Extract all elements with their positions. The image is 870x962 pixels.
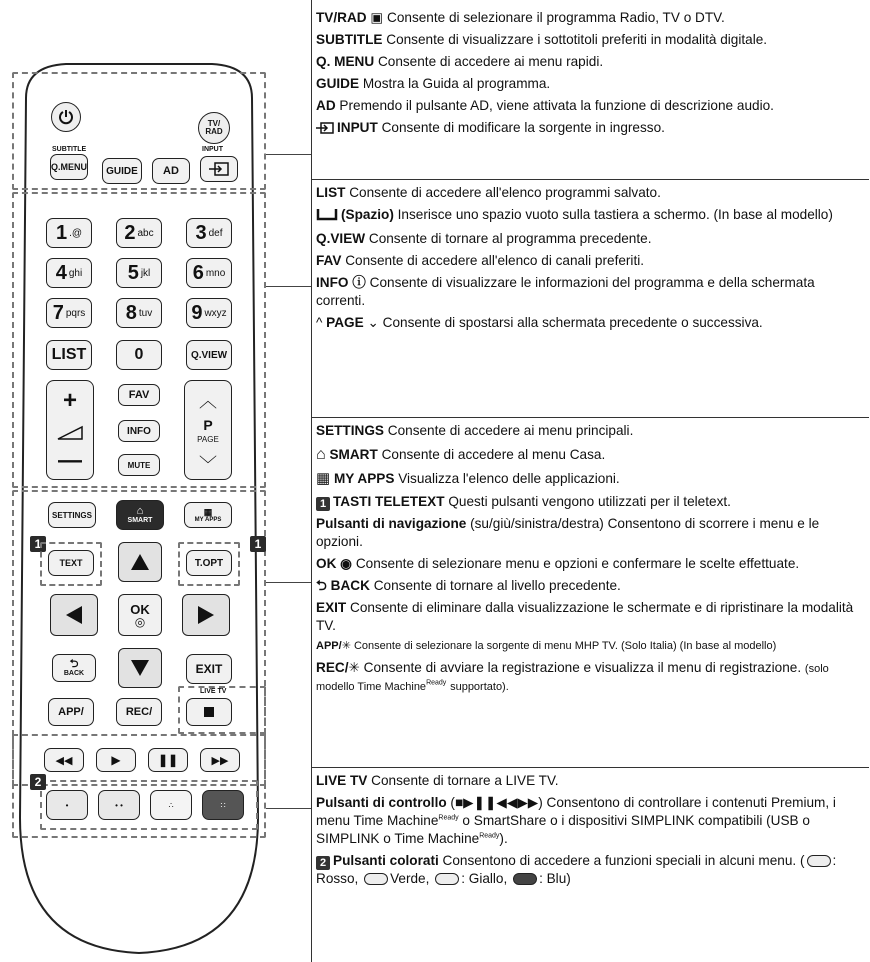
number-3-button[interactable] — [186, 218, 232, 248]
settings-term: SETTINGS — [316, 423, 384, 438]
back-button[interactable] — [52, 654, 96, 682]
green-dots-icon: • • — [115, 800, 123, 810]
tvrad-label: TV/ RAD — [205, 119, 223, 136]
list-button[interactable] — [46, 340, 92, 370]
app-label: APP/ — [58, 706, 84, 718]
qmenu-label: Q.MENU — [51, 162, 87, 172]
tvrad-button[interactable] — [198, 112, 230, 144]
entry-nav — [316, 515, 865, 551]
teletext-desc: Questi pulsanti vengono utilizzati per il teletext. — [448, 493, 731, 509]
number-letters: def — [208, 227, 223, 239]
fav-label: FAV — [128, 389, 150, 401]
topt-label: T.OPT — [194, 557, 224, 569]
number-letters: tuv — [138, 307, 153, 319]
tvrad-desc: Consente di selezionare il programma Radio, TV o DTV. — [387, 10, 725, 25]
chevron-down-icon: ⌄ — [367, 314, 379, 330]
info-desc: Consente di visualizzare le informazioni del programma e della schermata correnti. — [316, 274, 815, 308]
connector-1 — [266, 154, 311, 155]
guide-button[interactable] — [102, 158, 142, 184]
page-down-icon: ﹀ — [199, 455, 217, 475]
ad-desc: Premendo il pulsante AD, viene attivata la funzione di descrizione audio. — [339, 97, 774, 113]
number-letters: abc — [137, 227, 154, 239]
teletext-badge: 1 — [316, 497, 330, 511]
volume-rocker[interactable] — [46, 380, 94, 480]
smart-button[interactable] — [116, 500, 164, 530]
grid-icon: ▦ — [316, 470, 331, 488]
rec-note-end: supportato). — [450, 680, 509, 693]
section-control-buttons — [312, 768, 869, 962]
qmenu-term: Q. MENU — [316, 53, 375, 69]
input-button[interactable] — [200, 156, 238, 182]
smart-label: SMART — [127, 517, 153, 524]
entry-tvrad — [316, 9, 865, 27]
back-arrow-icon: ⮌ — [316, 577, 327, 593]
space-desc: Inserisce uno spazio vuoto sulla tastiera a schermo. (In base al modello) — [397, 206, 833, 222]
chevron-up-icon: ^ — [316, 314, 323, 330]
page-rocker[interactable] — [184, 380, 232, 480]
exit-term: EXIT — [316, 599, 347, 615]
entry-myapps — [316, 469, 865, 489]
entry-info — [316, 274, 865, 310]
pause-icon: ❚❚ — [157, 753, 179, 767]
entry-exit — [316, 599, 865, 635]
ok-icon: ◎ — [134, 614, 146, 629]
volume-down-icon: — — [58, 447, 82, 474]
back-desc: Consente di tornare al livello precedente. — [373, 577, 621, 593]
qview-desc: Consente di tornare al programma precedente. — [368, 230, 652, 246]
entry-ad — [316, 97, 865, 115]
play-button[interactable] — [96, 748, 136, 772]
subtitle-desc: Consente di visualizzare i sottotitoli preferiti in modalità digitale. — [386, 31, 768, 47]
yellow-button[interactable] — [150, 790, 192, 820]
input-icon — [316, 121, 334, 139]
ok-term: OK — [316, 555, 337, 571]
nav-down-button[interactable] — [118, 648, 162, 688]
input-icon — [209, 162, 229, 176]
blue-pill-icon — [513, 873, 537, 885]
entry-control: Pulsanti di controllo (■▶❚❚◀◀▶▶) Consentono di controllare i contenuti Premium, i menu Time Machine$^{Ready}$ o SmartShare o i dispositivi SIMPLINK compatibili (USB o SIMPLINK o Time Machine$^{Ready}$). — [316, 794, 836, 846]
ok-button[interactable] — [118, 594, 162, 636]
number-letters: wxyz — [204, 307, 227, 319]
control-sup-2: Ready — [479, 832, 500, 840]
ok-label: OK — [130, 601, 150, 617]
qmenu-desc: Consente di accedere ai menu rapidi. — [377, 53, 604, 69]
ok-desc: Consente di selezionare menu e opzioni e confermare le scelte effettuate. — [355, 555, 800, 571]
arrow-right-icon — [197, 605, 215, 625]
control-desc-b: o SmartShare o i dispositivi SIMPLINK compatibili (USB o SIMPLINK o Time Machine — [316, 812, 810, 846]
nav-desc: (su/giù/sinistra/destra) Consentono di scorrere i menu e le opzioni. — [316, 516, 820, 550]
ad-button[interactable] — [152, 158, 190, 184]
play-icon: ▶ — [111, 753, 121, 767]
qview-label: Q.VIEW — [190, 349, 228, 361]
arrow-down-icon — [130, 659, 150, 677]
myapps-term: MY APPS — [333, 471, 395, 487]
section-number-buttons — [312, 180, 869, 418]
number-digit: 5 — [127, 261, 139, 284]
number-digit: 1 — [55, 221, 68, 244]
entry-subtitle — [316, 31, 865, 49]
ok-icon: ◉ — [340, 555, 353, 571]
green-pill-icon — [364, 873, 388, 885]
number-letters: ghi — [68, 267, 83, 279]
home-icon: ⌂ — [136, 505, 144, 517]
ad-term: AD — [316, 97, 336, 113]
stop-icon — [204, 707, 214, 717]
ad-label: AD — [163, 165, 179, 177]
list-label: LIST — [51, 346, 87, 363]
rec-button[interactable] — [116, 698, 162, 726]
section-nav-buttons — [312, 418, 869, 768]
control-term: Pulsanti di controllo — [316, 794, 447, 810]
volume-icon — [56, 425, 84, 441]
number-digit: 7 — [52, 301, 64, 324]
back-arrow-icon: ⮌ — [69, 658, 79, 670]
entry-guide — [316, 75, 865, 93]
entry-smart — [316, 444, 865, 465]
control-desc-a: Consentono di controllare i contenuti Premium, i menu Time Machine — [316, 794, 836, 828]
number-letters: pqrs — [65, 307, 86, 319]
number-digit: 2 — [124, 221, 136, 244]
number-5-button[interactable] — [116, 258, 162, 288]
mute-label: MUTE — [127, 460, 151, 470]
red-text: : Rosso, — [316, 852, 837, 886]
entry-fav — [316, 252, 865, 270]
colors-desc: Consentono di accedere a funzioni speciali in alcuni menu. — [442, 852, 797, 868]
fav-desc: Consente di accedere all'elenco di canali preferiti. — [345, 252, 645, 268]
guide-label: GUIDE — [106, 165, 138, 177]
colors-term: Pulsanti colorati — [333, 852, 439, 868]
blue-dots-icon: ∷ — [220, 800, 226, 810]
entry-back — [316, 577, 865, 595]
exit-button[interactable] — [186, 654, 232, 684]
nav-right-button[interactable] — [182, 594, 230, 636]
settings-label: SETTINGS — [51, 510, 92, 520]
entry-livetv — [316, 772, 865, 790]
rec-desc: Consente di avviare la registrazione e visualizza il menu di registrazione. — [363, 659, 802, 675]
number-letters: jkl — [140, 267, 151, 279]
fastforward-button[interactable] — [200, 748, 240, 772]
remote-control-illustration — [6, 58, 272, 958]
yellow-text: : Giallo, — [461, 871, 508, 886]
space-icon — [316, 207, 338, 226]
livetv-desc: Consente di tornare a LIVE TV. — [371, 773, 559, 788]
red-button[interactable] — [46, 790, 88, 820]
number-digit: 6 — [192, 261, 204, 284]
control-sup-1: Ready — [438, 814, 459, 822]
blue-text: : Blu) — [539, 871, 571, 886]
arrow-left-icon — [65, 605, 83, 625]
green-button[interactable] — [98, 790, 140, 820]
connector-4 — [266, 808, 311, 809]
number-6-button[interactable] — [186, 258, 232, 288]
zero-button[interactable] — [116, 340, 162, 370]
subtitle-term: SUBTITLE — [316, 31, 383, 47]
blue-button[interactable] — [202, 790, 244, 820]
entry-teletext — [316, 493, 865, 511]
number-8-button[interactable] — [116, 298, 162, 328]
rewind-icon: ◀◀ — [55, 754, 73, 767]
volume-up-icon: + — [62, 387, 77, 414]
entry-space — [316, 206, 865, 226]
fastforward-icon: ▶▶ — [211, 754, 229, 767]
number-4-button[interactable] — [46, 258, 92, 288]
nav-left-button[interactable] — [50, 594, 98, 636]
fav-term: FAV — [316, 252, 342, 268]
zero-label: 0 — [134, 346, 144, 363]
number-2-button[interactable] — [116, 218, 162, 248]
number-digit: 8 — [125, 301, 137, 324]
colors-badge: 2 — [316, 856, 330, 870]
power-button[interactable] — [51, 102, 81, 132]
nav-up-button[interactable] — [118, 542, 162, 582]
exit-label: EXIT — [195, 662, 223, 676]
page-label: P — [203, 417, 213, 433]
number-digit: 3 — [195, 221, 207, 244]
connector-2 — [266, 286, 311, 287]
text-button[interactable] — [48, 550, 94, 576]
arrow-up-icon — [130, 553, 150, 571]
livetv-label: LIVE TV — [200, 688, 227, 695]
teletext-term: TASTI TELETEXT — [333, 493, 445, 509]
stop-button[interactable] — [186, 698, 232, 726]
exit-desc: Consente di eliminare dalla visualizzazione le schermate e di ripristinare la modalità TV. — [316, 599, 854, 633]
smart-desc: Consente di accedere al menu Casa. — [381, 446, 606, 462]
app-term: APP/ — [316, 639, 342, 652]
badge-2: 2 — [30, 774, 46, 790]
app-button[interactable] — [48, 698, 94, 726]
rec-label: REC/ — [125, 706, 153, 718]
number-1-button[interactable] — [46, 218, 92, 248]
app-desc: Consente di selezionare la sorgente di menu MHP TV. (Solo Italia) (In base al modello) — [353, 639, 777, 652]
home-icon: ⌂ — [316, 445, 326, 463]
entry-settings — [316, 422, 865, 440]
number-7-button[interactable] — [46, 298, 92, 328]
subtitle-label: SUBTITLE — [52, 146, 87, 153]
info-label: INFO — [127, 425, 151, 437]
grid-icon: ▦ — [203, 506, 213, 517]
page-up-icon: ︿ — [199, 391, 217, 411]
myapps-desc: Visualizza l'elenco delle applicazioni. — [398, 471, 620, 487]
entry-qview — [316, 230, 865, 248]
asterisk-icon: ✳ — [348, 659, 360, 675]
number-letters: mno — [205, 267, 226, 279]
red-pill-icon — [807, 855, 831, 867]
badge-1-right: 1 — [250, 536, 266, 552]
myapps-button[interactable] — [184, 502, 232, 528]
number-letters: .@ — [69, 227, 83, 239]
guide-desc: Mostra la Guida al programma. — [362, 75, 551, 91]
entry-app — [316, 639, 865, 655]
input-label: INPUT — [202, 146, 223, 153]
number-digit: 4 — [55, 261, 67, 284]
rec-sup: Ready — [426, 679, 447, 687]
list-desc: Consente di accedere all'elenco programmi salvato. — [349, 185, 661, 200]
info-term: INFO — [316, 274, 349, 290]
settings-button[interactable] — [48, 502, 96, 528]
number-digit: 9 — [191, 301, 203, 324]
section-top-buttons — [312, 0, 869, 180]
entry-page — [316, 314, 865, 332]
topt-button[interactable] — [186, 550, 232, 576]
pause-button[interactable] — [148, 748, 188, 772]
page-desc: Consente di spostarsi alla schermata precedente o successiva. — [382, 314, 763, 330]
entry-list — [316, 184, 865, 202]
control-desc-c: ). — [499, 830, 508, 846]
entry-qmenu — [316, 53, 865, 71]
info-button[interactable] — [118, 420, 160, 442]
entry-rec — [316, 659, 865, 695]
mute-button[interactable] — [118, 454, 160, 476]
qview-term: Q.VIEW — [316, 230, 366, 246]
connector-3 — [266, 582, 311, 583]
green-text: Verde, — [390, 871, 430, 886]
page-sub-label: PAGE — [197, 435, 219, 444]
entry-input — [316, 119, 865, 139]
settings-desc: Consente di accedere ai menu principali. — [387, 423, 634, 438]
page-term: PAGE — [326, 314, 364, 330]
tvrad-term: TV/RAD — [316, 10, 367, 25]
rec-term: REC/ — [316, 659, 349, 675]
nav-term: Pulsanti di navigazione — [316, 516, 467, 532]
livetv-term: LIVE TV — [316, 773, 368, 788]
tv-icon: ▣ — [370, 10, 384, 25]
red-dots-icon: • — [65, 800, 69, 810]
input-term: INPUT — [337, 119, 378, 135]
yellow-pill-icon — [435, 873, 459, 885]
qmenu-button[interactable] — [50, 154, 88, 180]
number-9-button[interactable] — [186, 298, 232, 328]
badge-1-left: 1 — [30, 536, 46, 552]
rec-note: (solo modello Time Machine — [316, 662, 829, 693]
list-term: LIST — [316, 185, 346, 200]
qview-button[interactable] — [186, 340, 232, 370]
myapps-label: MY APPS — [194, 516, 222, 523]
power-icon — [58, 109, 74, 125]
back-label: BACK — [63, 670, 85, 677]
rewind-button[interactable] — [44, 748, 84, 772]
entry-colors: 2 Pulsanti colorati Consentono di accedere a funzioni speciali in alcuni menu. ( : Rosso, Verde, : Giallo, : Blu) — [316, 852, 837, 886]
input-desc: Consente di modificare la sorgente in ingresso. — [381, 119, 665, 135]
back-term: BACK — [330, 577, 370, 593]
space-term: (Spazio) — [341, 206, 394, 222]
description-panel — [311, 0, 868, 962]
info-icon: ⓘ — [352, 274, 366, 290]
control-symbols-icon: ■▶❚❚◀◀▶▶ — [454, 794, 539, 810]
yellow-dots-icon: ∴ — [168, 800, 174, 810]
guide-term: GUIDE — [316, 75, 360, 91]
smart-term: SMART — [329, 446, 378, 462]
asterisk-icon: ✳ — [341, 639, 351, 652]
fav-button[interactable] — [118, 384, 160, 406]
text-label: TEXT — [59, 558, 83, 568]
entry-ok — [316, 555, 865, 573]
